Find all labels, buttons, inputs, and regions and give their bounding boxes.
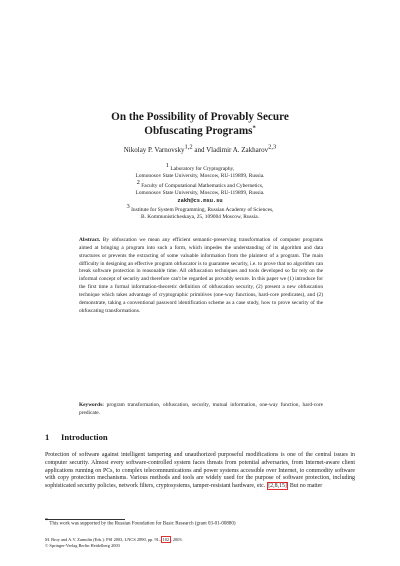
- author-2-affiliations: 2,3: [268, 143, 277, 151]
- keywords-text: program transformation, obfuscation, security, mutual information, one-way function, hard-core predicate.: [79, 402, 323, 416]
- affiliation-3-line-1: Institute for System Programming, Russian Academy of Sciences,: [131, 207, 274, 213]
- publication-info: [45, 537, 355, 549]
- introduction-paragraph: [45, 452, 355, 491]
- title-line-1: On the Possibility of Provably Secure: [111, 111, 289, 123]
- title-line-2: [60, 124, 340, 138]
- affiliation-2-line-1: Faculty of Computational Mathematics and Cybernetics,: [141, 183, 264, 189]
- affiliation-1-line-1: Laboratory for Cryptography,: [170, 166, 235, 172]
- footnote-mark: *: [45, 517, 49, 524]
- author-1-affiliations: 1,2: [184, 143, 193, 151]
- abstract-text: By obfuscation we mean any efficient semantic-preserving transformation of computer programs aimed at bringing a program into such a form, which impedes the understanding of its algorithm and data structures or prevents the extracting of some valuable information from the plaintext of a program. The main difficulty in designing an effective program obfuscator is to guarantee security, i.e. to prove that no algorithm can break software protection in reasonable time. All obfuscation techniques and tools developed so far rely on the informal concept of security and therefore can't be regarded as provably secure. In this paper we (1) introduce for the first time a formal information-theoretic definition of obfuscation security, (2) present a new obfuscation technique which takes advantage of cryptographic primitives (one-way functions, hard-core predicates), and (2) demonstrate, taking a conventional password identification scheme as a case study, how to prove security of the obfuscating transformations.: [79, 237, 323, 314]
- title-footnote-mark: *: [252, 124, 256, 132]
- section-title: Introduction: [61, 432, 108, 442]
- author-2: Vladimir A. Zakharov: [206, 146, 269, 154]
- publication-line-1-a: M. Broy and A.V. Zamulin (Eds.): PSI 2003, LNCS 2890, pp. 91–: [45, 537, 162, 542]
- keywords: [79, 402, 323, 418]
- author-email[interactable]: zakh@cs.msu.su: [177, 197, 223, 204]
- affiliation-2-mark: 2: [136, 179, 140, 187]
- affiliation-1-mark: 1: [165, 162, 169, 170]
- intro-text: Protection of software against intelligent tampering and unauthorized purposeful modifications is one of the central issues in computer security. Almost every software-controlled system faces threats from potential adversaries, from Internet-aware client applications running on PCs, to complex telecommunications and power systems accessible over Internet, to commodity software with copy protection mechanisms. Various methods and tools are widely used for the purpose of software protection, including sophisticated security policies, network filters, cryptosystems, tamper-resistant hardware, etc.: [45, 452, 355, 490]
- affiliation-3-mark: 3: [126, 203, 130, 211]
- citation-link[interactable]: [2,8,15]: [268, 483, 287, 490]
- author-1: Nikolay P. Varnovsky: [123, 146, 185, 154]
- publication-line-1-b: , 2003.: [170, 537, 183, 542]
- page-range-link[interactable]: 102: [162, 537, 170, 542]
- affiliation-1-line-2: Lomonosov State University, Moscow, RU-119899, Russia.: [135, 173, 265, 180]
- title-line-2-text: Obfuscating Programs: [144, 125, 253, 137]
- section-heading: [45, 432, 355, 442]
- author-join: and: [192, 146, 207, 154]
- copyright-line: © Springer-Verlag Berlin Heidelberg 2003: [45, 543, 120, 548]
- affiliation-3: [70, 203, 330, 222]
- author-list: [60, 143, 340, 154]
- intro-tail: But no matter: [289, 483, 323, 490]
- keywords-label: Keywords:: [79, 402, 104, 408]
- affiliation-1: [70, 162, 330, 181]
- abstract: [79, 237, 323, 315]
- affiliation-2: [70, 179, 330, 205]
- section-number: 1: [45, 432, 50, 442]
- paper-title: [60, 110, 340, 138]
- footnote: [45, 517, 355, 528]
- affiliation-3-line-2: B. Kommunisticheskaya, 25, 109004 Moscow, Russia.: [141, 214, 259, 221]
- footnote-rule: [45, 519, 125, 520]
- abstract-label: Abstract.: [79, 237, 101, 243]
- footnote-text: This work was supported by the Russian Foundation for Basic Research (grant 03-01-00880): [49, 521, 236, 527]
- affiliation-2-line-2: Lomonosov State University, Moscow, RU-119899, Russia.: [135, 190, 265, 197]
